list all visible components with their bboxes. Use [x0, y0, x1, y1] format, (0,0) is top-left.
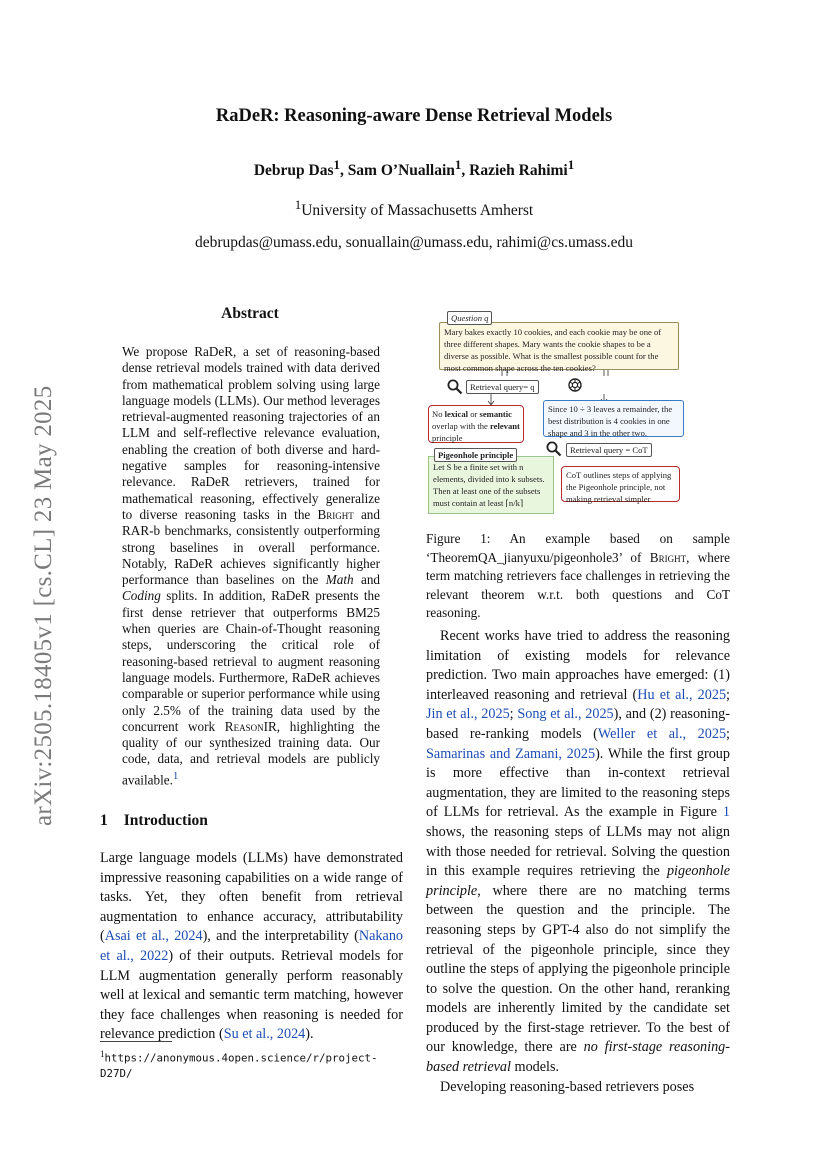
abstract-heading: Abstract	[221, 305, 279, 322]
author-3: Razieh Rahimi	[469, 162, 568, 180]
figure-caption: Figure 1: An example based on sample ‘TheoremQA_jianyuxu/pigeonhole3’ of Bright, where term matching retrievers face challenges in retrieving the relevant theorem w.r.t. both questions and CoT reasoning.	[426, 531, 730, 621]
citation-link[interactable]: Nakano et al., 2022	[100, 928, 404, 964]
footnote: $^1$https://anonymous.4open.science/r/project-D27D/	[100, 1049, 378, 1080]
section-heading-introduction: 1 Introduction	[100, 812, 208, 829]
question-label: Question q	[447, 311, 492, 325]
author-list: Debrup Das$^1$, Sam O’Nuallain$^1$, Razieh Rahimi$^1$	[253, 157, 575, 180]
citation-link[interactable]: Su et al., 2024	[223, 1026, 306, 1043]
footnote-ref[interactable]: 1	[172, 769, 179, 782]
figure-ref-link[interactable]: 1	[722, 804, 730, 821]
cot-box: Since 10 ÷ 3 leaves a remainder, the best distribution is 4 cookies in one shape and 3 in the other two.	[543, 400, 684, 437]
no-overlap-box: No lexical or semantic overlap with the relevant principle	[428, 405, 524, 443]
author-2: Sam O’Nuallain	[347, 162, 455, 180]
question-box: Mary bakes exactly 10 cookies, and each cookie may be one of three different shapes. Mary wants the cookie shapes to be a diverse as possible. What is the smallest possible count for the most common shape across the ten cookies?	[439, 322, 679, 370]
citation-link[interactable]: Hu et al., 2025	[637, 686, 727, 703]
pigeonhole-box: Let S be a finite set with n elements, divided into k subsets. Then at least one of the subsets must contain at least ⌈n/k⌉	[428, 456, 554, 514]
citation-link[interactable]: Jin et al., 2025	[426, 706, 510, 723]
paragraph: Recent works have tried to address the reasoning limitation of existing models for relevance prediction. Two main approaches have emerged: (1) interleaved reasoning and retrieval (Hu et al., 2025; Jin et al., 2025; Song et al., 2025), and (2) reasoning-based re-ranking models (Weller et al., 2025; Samarinas and Zamani, 2025). While the first group is more effective than in-context retrieval augmentation, they are limited to the reasoning steps of LLMs for retrieval. As the example in Figure 1 shows, the reasoning steps of LLMs may not align with those needed for retrieval. Solving the question in this example requires retrieving the pigeonhole principle, where there are no matching terms between the question and the principle. The reasoning steps by GPT-4 also do not simplify the retrieval of the pigeonhole principle, since they outline the steps of applying the pigeonhole principle to solve the question. On the other hand, reranking models are inherently limited by the candidate set produced by the first-stage retriever. To the best of our knowledge, there are no first-stage reasoning-based retrieval models.	[426, 628, 730, 1076]
author-emails: debrupdas@umass.edu, sonuallain@umass.edu, rahimi@cs.umass.edu	[195, 234, 633, 251]
author-1: Debrup Das	[253, 162, 334, 180]
retrieval-query-q: Retrieval query= q	[466, 380, 539, 394]
paragraph: Developing reasoning-based retrievers poses	[440, 1078, 695, 1095]
right-column-body	[426, 627, 730, 1097]
citation-link[interactable]: Weller et al., 2025	[597, 725, 727, 742]
citation-link[interactable]: Song et al., 2025	[517, 706, 614, 723]
paper-title: RaDeR: Reasoning-aware Dense Retrieval Models	[215, 106, 613, 126]
arxiv-stamp: arXiv:2505.18405v1 [cs.CL] 23 May 2025	[30, 385, 57, 826]
affiliation: $^1$University of Massachusetts Amherst	[294, 197, 534, 220]
pigeonhole-title: Pigeonhole principle	[434, 448, 517, 462]
cot-outline-box: CoT outlines steps of applying the Pigeonhole principle, not making retrieval simpler	[561, 466, 680, 502]
citation-link[interactable]: Samarinas and Zamani, 2025	[426, 745, 596, 762]
retrieval-query-cot: Retrieval query = CoT	[566, 443, 652, 457]
intro-paragraph: Large language models (LLMs) have demonstrated impressive reasoning capabilities on a wide range of tasks. Yet, they often benefit from retrieval augmentation to enhance accuracy, attributability (Asai et al., 2024), and the interpretability (Nakano et al., 2022) of their outputs. Retrieval models for LLM augmentation generally perform reasonably well at lexical and semantic term matching, however they face challenges when reasoning is needed for relevance prediction (Su et al., 2024).	[100, 850, 404, 1043]
footnote-url[interactable]: https://anonymous.4open.science/r/project-D27D/	[100, 1051, 378, 1080]
abstract-body: We propose RaDeR, a set of reasoning-based dense retrieval models trained with data derived from mathematical problem solving using large language models (LLMs). Our method leverages retrieval-augmented reasoning trajectories of an LLM and self-reflective relevance evaluation, enabling the creation of both diverse and hard-negative samples for reasoning-intensive relevance. RaDeR retrievers, trained for mathematical reasoning, effectively generalize to diverse reasoning tasks in the Bright and RAR-b benchmarks, consistently outperforming strong baselines in overall performance. Notably, RaDeR achieves significantly higher performance than baselines on the Math and Coding splits. In addition, RaDeR presents the first dense retriever that outperforms BM25 when queries are Chain-of-Thought reasoning steps, underscoring the critical role of reasoning-based retrieval to augment reasoning language models. Furthermore, RaDeR achieves comparable or superior performance while using only 2.5% of the training data used by the concurrent work ReasonIR, highlighting the quality of our synthesized training data. Our code, data, and retrieval models are publicly available.$^1$	[122, 344, 381, 788]
citation-link[interactable]: Asai et al., 2024	[104, 928, 203, 945]
footnote-rule	[100, 1041, 172, 1042]
llm-logo-icon	[567, 377, 583, 396]
